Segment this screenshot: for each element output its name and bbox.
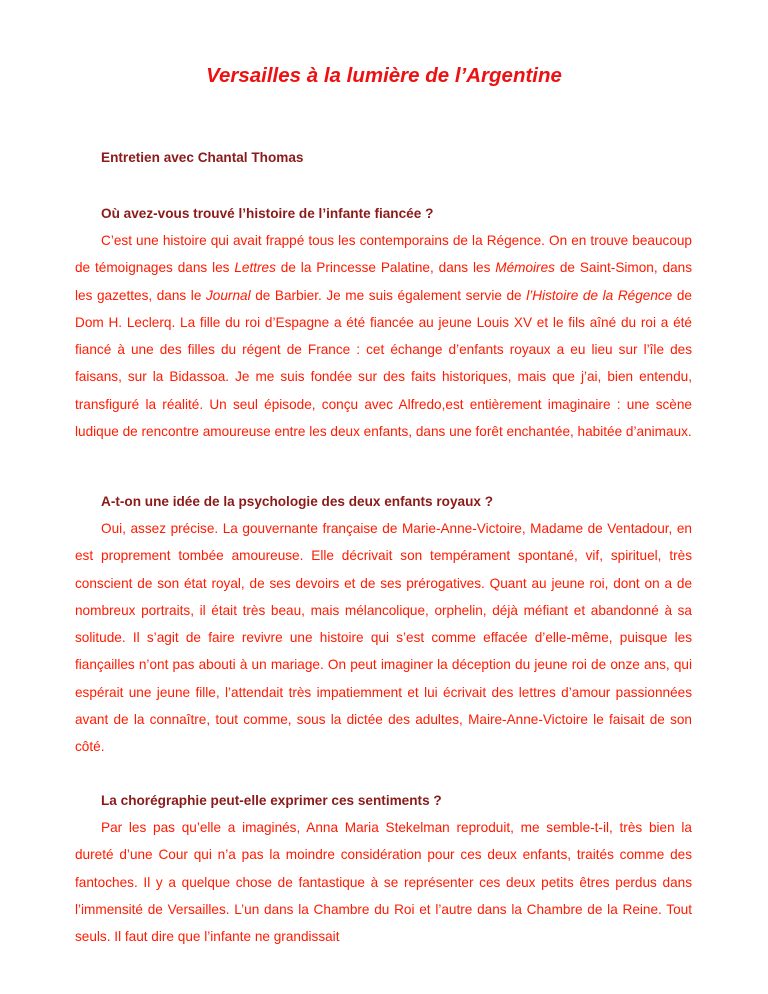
section-question: La chorégraphie peut-elle exprimer ces sentiments ? (101, 793, 442, 808)
section-paragraph: Par les pas qu’elle a imaginés, Anna Maria Stekelman reproduit, me semble-t-il, très bien la dureté d’une Cour qui n’a pas la moindre considération pour ces deux enfants, traités comme des fantoches. Il y a quelque chose de fantastique à se représenter ces deux petits êtres perdus dans l’immensité de Versailles. L’un dans la Chambre du Roi et l’autre dans la Chambre de la Reine. Tout seuls. Il faut dire que l’infante ne grandissait (75, 820, 692, 945)
section-question: A-t-on une idée de la psychologie des deux enfants royaux ? (101, 494, 494, 509)
section-1 (75, 205, 692, 445)
section-3 (75, 792, 692, 950)
section-question: Où avez-vous trouvé l’histoire de l’infante fiancée ? (101, 206, 434, 221)
section-paragraph: C’est une histoire qui avait frappé tous les contemporains de la Régence. On en trouve beaucoup de témoignages dans les Lettres de la Princesse Palatine, dans les Mémoires de Saint-Simon, dans les gazettes, dans le Journal de Barbier. Je me suis également servie de l’Histoire de la Régence de Dom H. Leclerq. La fille du roi d’Espagne a été fiancée au jeune Louis XV et le fils aîné du roi a été fiancé à une des filles du régent de France : cet échange d’enfants royaux a eu lieu sur l’île des faisans, sur la Bidassoa. Je me suis fondée sur des faits historiques, mais que j’ai, bien entendu, transfiguré la réalité. Un seul épisode, conçu avec Alfredo,est entièrement imaginaire : une scène ludique de rencontre amoureuse entre les deux enfants, dans une forêt enchantée, habitée d’animaux. (75, 233, 693, 440)
interview-subtitle: Entretien avec Chantal Thomas (101, 150, 304, 165)
page-title: Versailles à la lumière de l’Argentine (206, 64, 562, 87)
section-paragraph: Oui, assez précise. La gouvernante française de Marie-Anne-Victoire, Madame de Ventadour, en est proprement tombée amoureuse. Elle décrivait son tempérament spontané, vif, spirituel, très conscient de son état royal, de ses devoirs et de ses prérogatives. Quant au jeune roi, dont on a de nombreux portraits, il était très beau, mais mélancolique, orphelin, déjà méfiant et abandonné à sa solitude. Il s’agit de faire revivre une histoire qui s’est comme effacée d’elle-même, puisque les fiançailles n’ont pas abouti à un mariage. On peut imaginer la déception du jeune roi de onze ans, qui espérait une jeune fille, l’attendait très impatiemment et lui écrivait des lettres d’amour passionnées avant de la connaître, tout comme, sous la dictée des adultes, Maire-Anne-Victoire le faisait de son côté. (75, 521, 692, 755)
section-2 (75, 493, 692, 761)
